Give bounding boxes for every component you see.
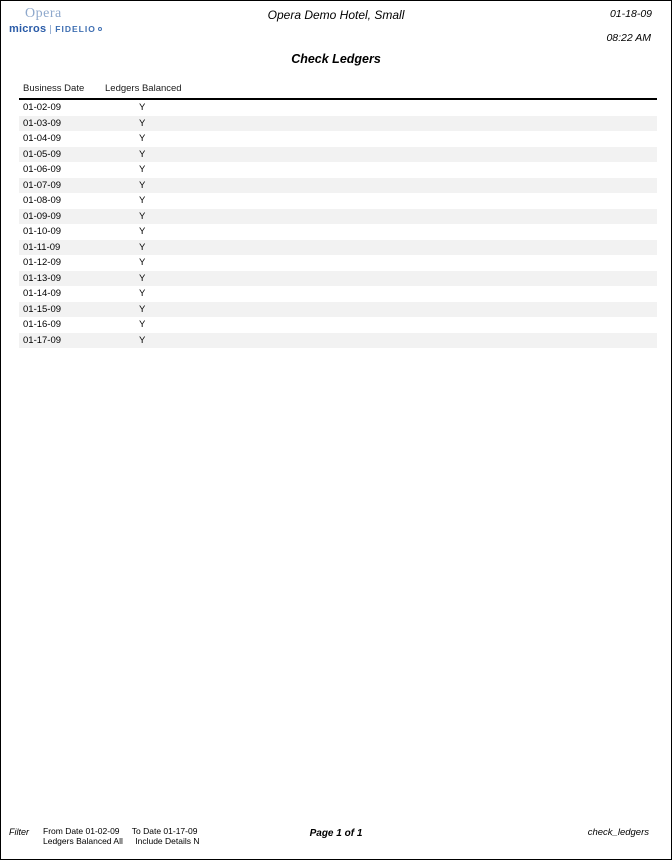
- table-row: [19, 131, 657, 147]
- ledgers-balanced-cell: Y: [139, 195, 146, 206]
- business-date-cell: 01-07-09: [23, 179, 62, 191]
- fidelio-logo-text: FIDELIO: [55, 24, 96, 34]
- ledgers-balanced-cell: Y: [139, 164, 146, 175]
- ledgers-balanced-cell: Y: [139, 102, 146, 113]
- ledgers-balanced-cell: Y: [139, 303, 146, 315]
- business-date-cell: 01-10-09: [23, 226, 62, 237]
- table-row: [19, 286, 657, 302]
- ledgers-balanced-cell: Y: [139, 241, 146, 253]
- logo-divider: [50, 25, 51, 34]
- ledgers-balanced-cell: Y: [139, 226, 146, 237]
- ledgers-balanced-cell: Y: [139, 148, 146, 160]
- filter-ledgers-balanced: Ledgers Balanced All: [43, 836, 123, 846]
- filter-label: Filter: [9, 827, 29, 837]
- table-row: [19, 193, 657, 209]
- ledgers-balanced-cell: Y: [139, 272, 146, 284]
- table-row: [19, 178, 657, 194]
- filter-include-details: Include Details N: [135, 836, 200, 846]
- table-row: [19, 162, 657, 178]
- page-title: Check Ledgers: [291, 52, 381, 66]
- table-body: [19, 100, 657, 348]
- business-date-cell: 01-15-09: [23, 303, 62, 315]
- table-header-row: [19, 81, 657, 100]
- business-date-cell: 01-02-09: [23, 102, 62, 113]
- table-row: [19, 147, 657, 163]
- ledgers-balanced-cell: Y: [139, 117, 146, 129]
- business-date-cell: 01-04-09: [23, 133, 62, 144]
- column-header-business-date: Business Date: [23, 83, 85, 94]
- business-date-cell: 01-05-09: [23, 148, 62, 160]
- business-date-cell: 01-17-09: [23, 334, 62, 346]
- ledgers-balanced-cell: Y: [139, 133, 146, 144]
- report-time: 08:22 AM: [606, 32, 651, 44]
- ledgers-balanced-cell: Y: [139, 334, 146, 346]
- table-row: [19, 302, 657, 318]
- filter-to-date: To Date 01-17-09: [131, 826, 198, 836]
- business-date-cell: 01-13-09: [23, 272, 62, 284]
- table-row: [19, 209, 657, 225]
- report-file-name: check_ledgers: [587, 827, 649, 838]
- business-date-cell: 01-03-09: [23, 117, 62, 129]
- business-date-cell: 01-12-09: [23, 257, 62, 268]
- business-date-cell: 01-14-09: [23, 288, 62, 299]
- ledgers-balanced-cell: Y: [139, 288, 146, 299]
- report-date: 01-18-09: [609, 8, 652, 20]
- filter-from-date: From Date 01-02-09: [43, 826, 120, 836]
- ledgers-balanced-cell: Y: [139, 179, 146, 191]
- micros-logo-text: micros: [9, 23, 47, 35]
- table-row: [19, 116, 657, 132]
- business-date-cell: 01-06-09: [23, 164, 62, 175]
- column-header-ledgers-balanced: Ledgers Balanced: [105, 83, 182, 94]
- business-date-cell: 01-11-09: [23, 241, 61, 253]
- table-row: [19, 224, 657, 240]
- business-date-cell: 01-08-09: [23, 195, 62, 206]
- micros-fidelio-row: [9, 23, 102, 35]
- hotel-name: Opera Demo Hotel, Small: [267, 8, 405, 22]
- table-row: [19, 271, 657, 287]
- fidelio-mark-icon: [98, 27, 102, 31]
- page-number: Page 1 of 1: [309, 828, 363, 839]
- table-row: [19, 240, 657, 256]
- opera-logo-text: Opera: [25, 6, 62, 21]
- ledgers-balanced-cell: Y: [139, 210, 146, 222]
- business-date-cell: 01-16-09: [23, 319, 62, 330]
- table-row: [19, 317, 657, 333]
- ledgers-balanced-cell: Y: [139, 257, 146, 268]
- ledger-table: [19, 81, 657, 348]
- business-date-cell: 01-09-09: [23, 210, 62, 222]
- table-row: [19, 333, 657, 349]
- table-row: [19, 100, 657, 116]
- ledgers-balanced-cell: Y: [139, 319, 146, 330]
- table-row: [19, 255, 657, 271]
